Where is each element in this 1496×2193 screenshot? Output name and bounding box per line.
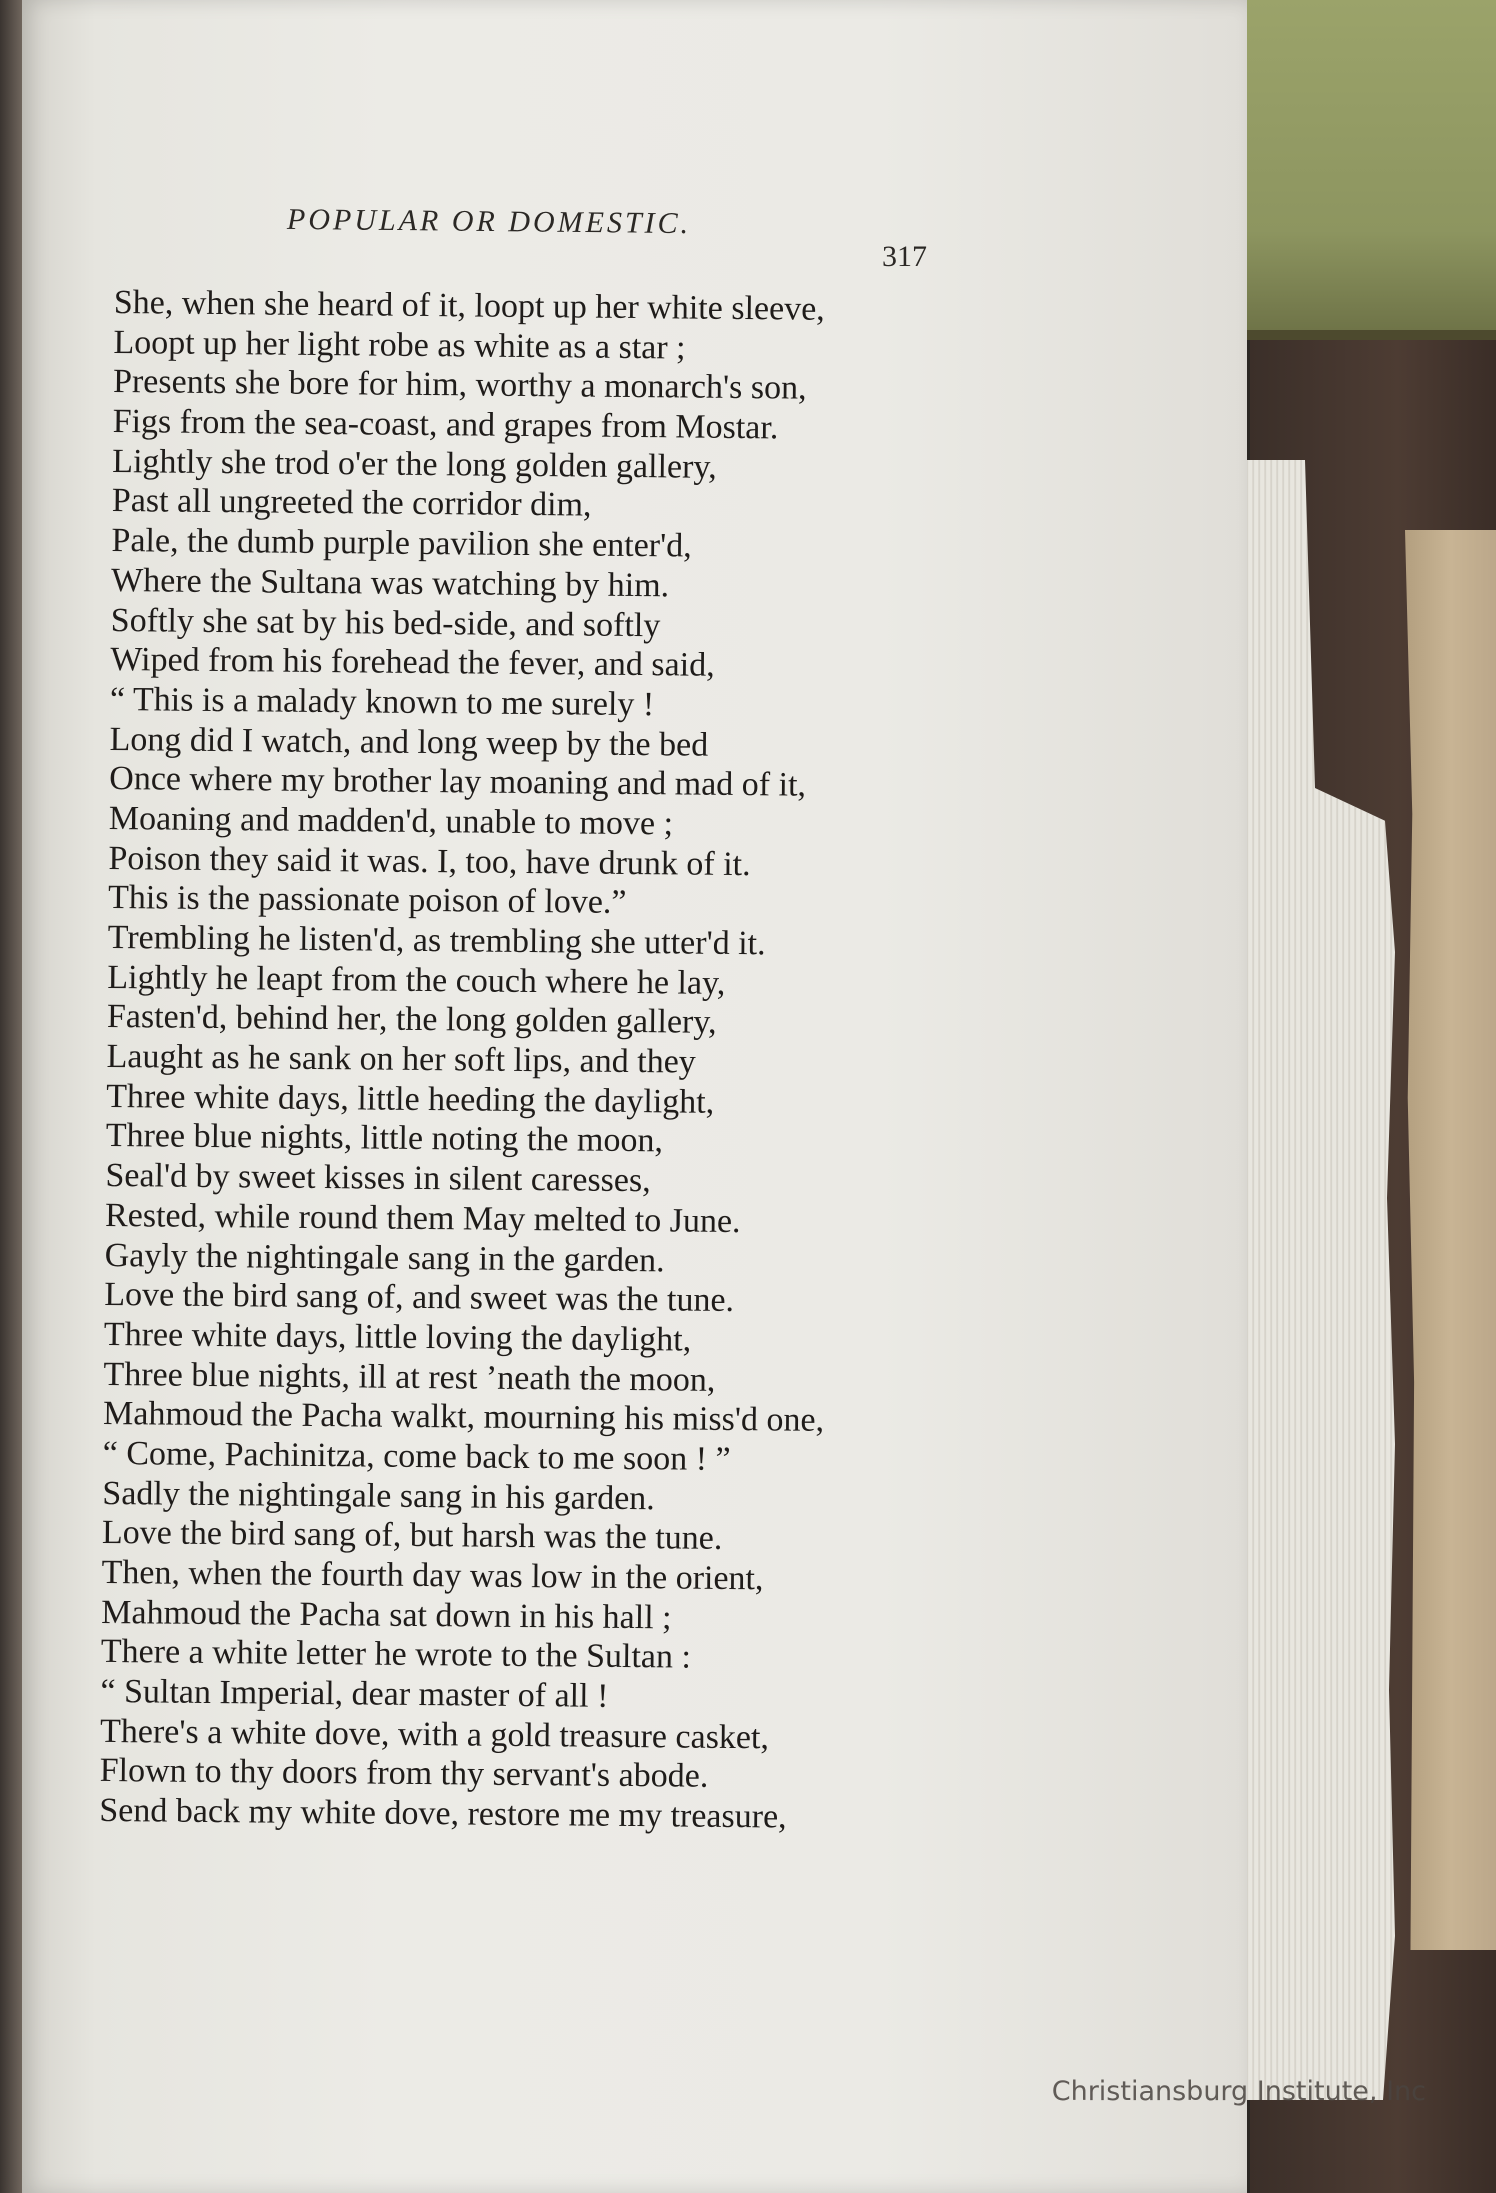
poem-line: Moaning and madden'd, unable to move ; — [108, 799, 674, 843]
poem-line: Sadly the nightingale sang in his garden. — [102, 1474, 655, 1517]
poem-text — [99, 283, 1014, 1839]
poem-line: Three white days, little loving the daylight, — [103, 1315, 692, 1359]
poem-line: Gayly the nightingale sang in the garden. — [104, 1236, 665, 1279]
poem-line: Love the bird sang of, and sweet was the tune. — [104, 1276, 735, 1320]
poem-line: Three blue nights, little noting the moon, — [105, 1117, 664, 1160]
poem-line: Lightly she trod o'er the long golden gallery, — [112, 442, 717, 486]
poem-line: “ Sultan Imperial, dear master of all ! — [100, 1672, 609, 1715]
poem-line: “ This is a malady known to me surely ! — [109, 680, 655, 724]
poem-line: Long did I watch, and long weep by the bed — [109, 720, 709, 764]
poem-line: There's a white dove, with a gold treasure casket, — [99, 1712, 770, 1757]
page-number: 317 — [882, 240, 927, 273]
poem-line: Poison they said it was. I, too, have drunk of it. — [108, 839, 751, 883]
running-head: POPULAR OR DOMESTIC. — [286, 202, 692, 241]
poem-line: Trembling he listen'd, as trembling she utter'd it. — [107, 918, 766, 963]
poem-line: Rested, while round them May melted to June. — [104, 1196, 741, 1240]
poem-line: Then, when the fourth day was low in the orient, — [101, 1553, 764, 1598]
poem-line: Softly she sat by his bed-side, and softly — [110, 601, 661, 644]
poem-line: Loopt up her light robe as white as a star ; — [113, 323, 686, 367]
poem-line: Figs from the sea-coast, and grapes from Mostar. — [112, 403, 779, 447]
poem-line: Mahmoud the Pacha sat down in his hall ; — [101, 1593, 672, 1637]
poem-line: Lightly he leapt from the couch where he lay, — [107, 958, 726, 1002]
poem-line: She, when she heard of it, loopt up her white sleeve, — [113, 283, 825, 328]
poem-line: Past all ungreeted the corridor dim, — [111, 482, 592, 525]
poem-line: There a white letter he wrote to the Sultan : — [100, 1633, 692, 1676]
poem-line: Presents she bore for him, worthy a monarch's son, — [112, 363, 807, 408]
poem-line: Where the Sultana was watching by him. — [110, 561, 670, 605]
poem-line: Seal'd by sweet kisses in silent caresses, — [105, 1157, 651, 1200]
poem-line: “ Come, Pachinitza, come back to me soon ! ” — [102, 1434, 731, 1478]
poem-line: Fasten'd, behind her, the long golden gallery, — [106, 998, 717, 1042]
watermark: Christiansburg Institute, Inc — [1051, 2076, 1426, 2107]
poem-line: Mahmoud the Pacha walkt, mourning his miss'd one, — [102, 1395, 825, 1440]
tan-card-edge — [1405, 530, 1496, 1950]
poem-line: Send back my white dove, restore me my treasure, — [99, 1792, 787, 1836]
poem-line: Laught as he sank on her soft lips, and they — [106, 1038, 696, 1081]
poem-line: Three blue nights, ill at rest ’neath the moon, — [103, 1355, 716, 1399]
poem-line: Love the bird sang of, but harsh was the tune. — [101, 1514, 723, 1558]
poem-line: Three white days, little heeding the daylight, — [106, 1077, 715, 1121]
poem-line: Flown to thy doors from thy servant's abode. — [99, 1752, 709, 1796]
poem-line: Wiped from his forehead the fever, and said, — [110, 641, 715, 684]
book-page — [22, 0, 1247, 2193]
poem-line: Pale, the dumb purple pavilion she enter'd, — [111, 522, 692, 565]
poem-line: Once where my brother lay moaning and mad of it, — [109, 760, 807, 804]
poem-line: This is the passionate poison of love.” — [107, 879, 627, 922]
